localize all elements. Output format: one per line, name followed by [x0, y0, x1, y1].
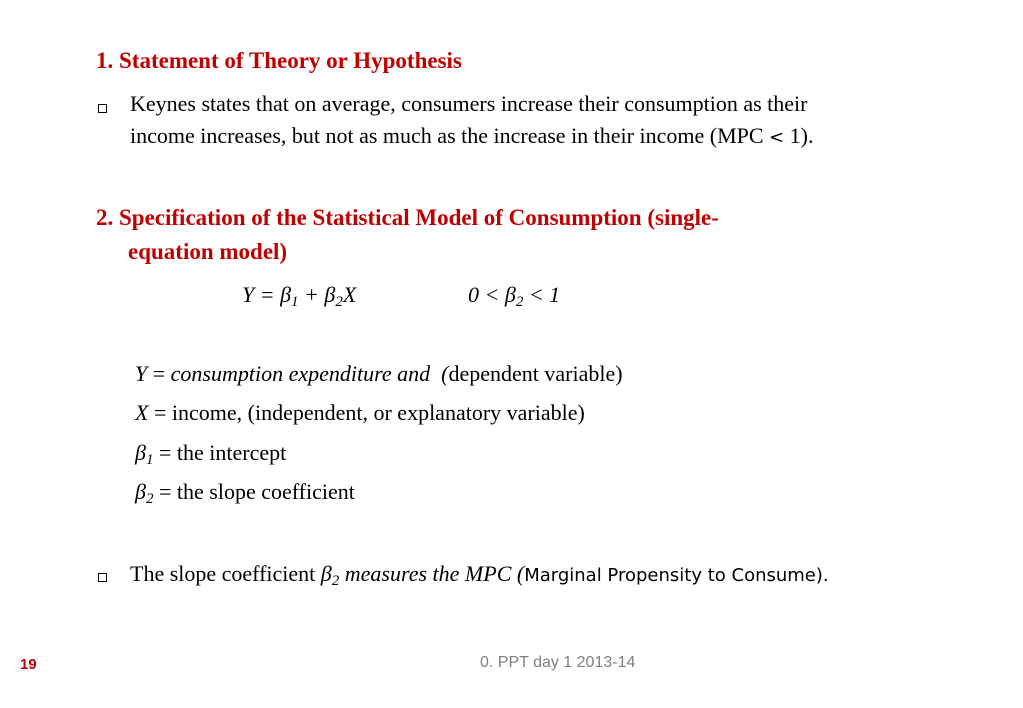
definition-y-symbol: Y	[135, 361, 148, 386]
definition-x-plain: income, (independent, or explanatory variable)	[171, 400, 585, 425]
definition-beta2-symbol: β	[135, 479, 146, 504]
definition-y-eq: =	[147, 361, 171, 386]
square-bullet-icon	[98, 573, 107, 582]
definition-x-eq: =	[148, 400, 172, 425]
bullet-keynes-tail: 1).	[789, 123, 814, 148]
definition-beta1-sub: 1	[145, 452, 154, 468]
heading-statement-of-theory: 1. Statement of Theory or Hypothesis	[96, 48, 462, 73]
definition-beta2-eq: =	[153, 479, 177, 504]
bullet-slope-text	[130, 558, 829, 592]
bullet-keynes-line2	[130, 120, 813, 154]
bullet-keynes-line1: Keynes states that on average, consumers increase their consumption as their	[130, 91, 808, 116]
definition-x-symbol: X	[135, 400, 149, 425]
equation-lhs: Y = β	[242, 282, 292, 307]
equation-sub1: 1	[291, 294, 299, 310]
bullet-slope-sub: 2	[331, 573, 340, 589]
equation-plus: + β	[298, 282, 336, 307]
definition-x	[135, 397, 585, 429]
bullet-slope-italic: measures the MPC (	[339, 561, 525, 586]
equation-x: X	[342, 282, 357, 307]
bullet-slope-prefix: The slope coefficient	[130, 561, 321, 586]
bullet-slope-tail: ).	[815, 565, 829, 586]
definition-beta2	[135, 476, 355, 508]
slope-constraint	[468, 279, 560, 311]
bullet-keynes-line2-text: income increases, but not as much as the increase in their income (MPC	[130, 123, 764, 148]
heading-specification-line2: equation model)	[128, 239, 288, 264]
definition-beta1	[135, 437, 286, 469]
definition-y-plain: dependent variable)	[448, 361, 623, 386]
consumption-equation	[242, 279, 356, 311]
constraint-suffix: < 1	[523, 282, 561, 307]
bullet-slope-beta: β	[320, 561, 332, 586]
definition-beta1-plain: the intercept	[176, 440, 287, 465]
definition-beta2-plain: the slope coefficient	[176, 479, 355, 504]
constraint-prefix: 0 < β	[468, 282, 516, 307]
definition-beta1-symbol: β	[135, 440, 146, 465]
heading-specification-line1: 2. Specification of the Statistical Model of Consumption (single-	[96, 205, 719, 230]
square-bullet-icon	[98, 104, 107, 113]
less-than-symbol: <	[769, 127, 785, 148]
page-number: 19	[20, 656, 37, 673]
definition-y	[135, 358, 623, 390]
equation-sub2: 2	[335, 294, 343, 310]
bullet-slope-mpc-name: Marginal Propensity to Consume	[524, 565, 816, 586]
definition-beta2-sub: 2	[145, 491, 154, 507]
definition-y-italic: consumption expenditure and (	[170, 361, 449, 386]
definition-beta1-eq: =	[153, 440, 177, 465]
footer-text: 0. PPT day 1 2013-14	[480, 654, 636, 671]
constraint-sub: 2	[515, 294, 524, 310]
